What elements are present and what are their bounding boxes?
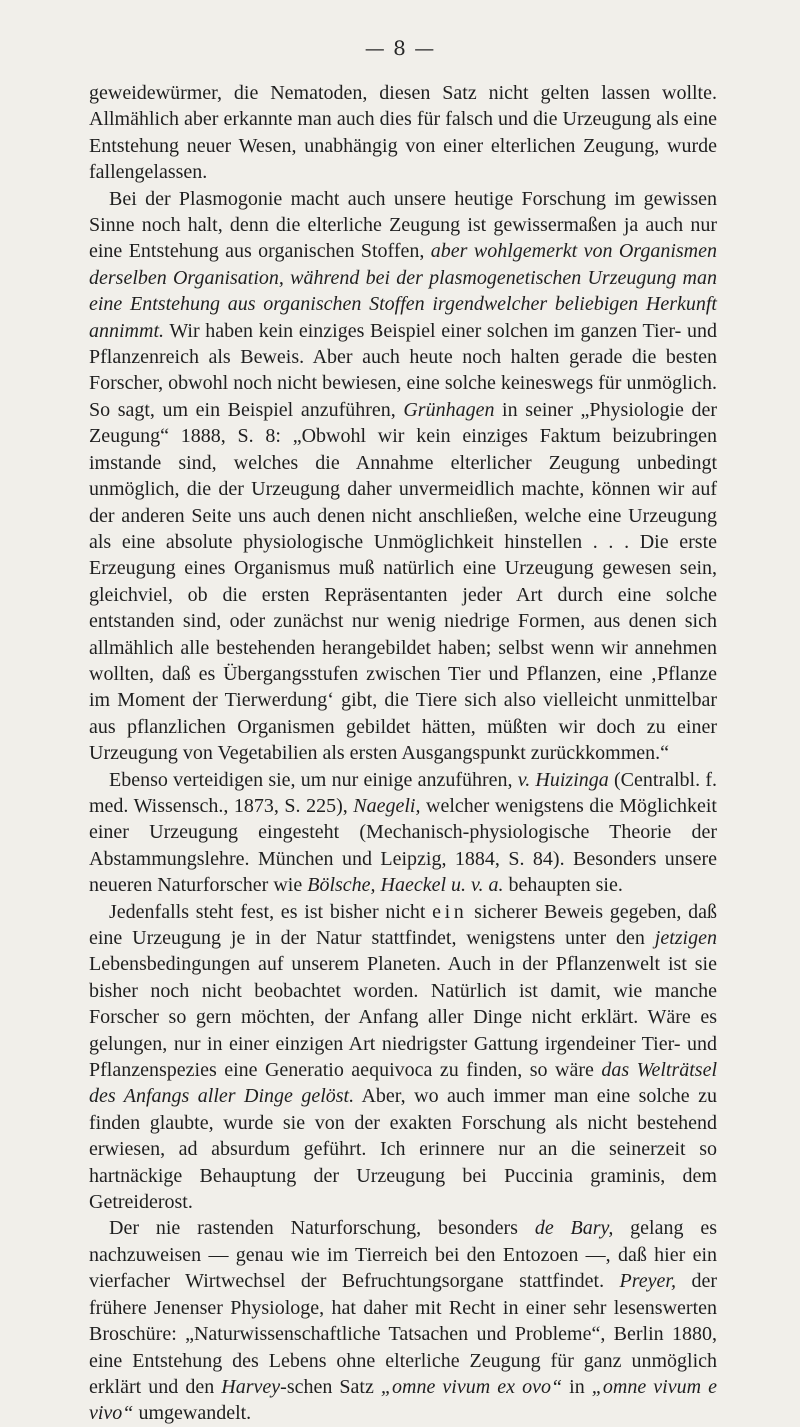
text-run: Jedenfalls steht fest, es ist bisher nicht	[109, 900, 433, 923]
spaced-text: ein	[432, 900, 468, 923]
text-run: Ebenso verteidigen sie, um nur einige anzuführen,	[109, 768, 518, 791]
emphasized-text: „omne vivum ex ovo“	[380, 1375, 563, 1398]
text-run: gelang es nachzuweisen — genau wie im Tierreich bei den Entozoen —, daß hier ein vierfacher Wirtwechsel der Befruchtungsorgane stattfindet.	[89, 1217, 718, 1293]
emphasized-text: „omne vivum e vivo“	[89, 1375, 717, 1425]
paragraph-2	[89, 186, 717, 767]
text-run: (Centralbl. f. med. Wissensch., 1873, S. 225),	[89, 768, 718, 817]
paragraph-4	[89, 899, 717, 1216]
emphasized-text: Naegeli,	[353, 794, 421, 817]
text-run: sicherer Beweis gegeben, daß eine Urzeugung je in der Natur stattfindet, wenigstens unter den	[89, 900, 717, 949]
text-run: Bei der Plasmogonie macht auch unsere heutige Forschung im gewissen Sinne noch halt, denn die elterliche Zeugung ist gewissermaßen ja auch nur eine Entstehung aus organischen Stoffen,	[89, 187, 717, 263]
emphasized-text: Grünhagen	[403, 398, 495, 421]
emphasized-text: Harvey-	[221, 1375, 287, 1398]
paragraph-3	[89, 767, 717, 899]
emphasized-text: Bölsche, Haeckel u. v. a.	[307, 874, 504, 897]
text-run: Aber, wo auch immer man eine solche zu finden glaubte, wurde sie von der exakten Forschung als nicht bestehend erwiesen, ad absurdum geführt. Ich erinnere nur an die seinerzeit so hartnäckige Behauptung der Urzeugung bei Puccinia graminis, dem Getreiderost.	[89, 1085, 717, 1214]
emphasized-text: jetzigen	[654, 927, 717, 949]
text-run: schen Satz	[286, 1375, 381, 1398]
emphasized-text: de Bary,	[534, 1217, 614, 1240]
text-run: in seiner „Physiologie der Zeugung“ 1888, S. 8: „Obwohl wir kein einziges Faktum beizubringen imstande sind, welches die Annahme elterlicher Zeugung unbedingt unmöglich, die der Urzeugung daher unvermeidlich machte, können wir auf der anderen Seite uns auch denen nicht anschließen, welche eine Urzeugung als eine absolute physiologische Unmöglichkeit hinstellen . . . Die erste Erzeugung eines Organismus muß natürlich eine Urzeugung gewesen sein, gleichviel, ob die ersten Repräsentanten jeder Art durch eine solche entstanden sind, oder zunächst nur wenig niedrige Formen, aus denen sich allmählich alle bestehenden herangebildet haben; selbst wenn wir annehmen wollten, daß es Übergangsstufen zwischen Tier und Pflanzen, eine ‚Pflanze im Moment der Tierwerdung‘ gibt, die Tiere sich also vielleicht unmittelbar aus pflanzlichen Organismen gebildet hätten, müßten wir doch zu einer Urzeugung von Vegetabilien als ersten Ausgangspunkt zurückkommen.“	[89, 398, 717, 765]
text-run: geweidewürmer, die Nematoden, diesen Satz nicht gelten lassen wollte. Allmählich aber erkannte man auch dies für falsch und die Urzeugung als eine Entstehung neuer Wesen, unabhängig von einer elterlichen Zeugung, wurde fallengelassen.	[89, 82, 717, 184]
text-run: Wir haben kein einziges Beispiel einer solchen im ganzen Tier- und Pflanzenreich als Beweis. Aber auch heute noch halten gerade die besten Forscher, obwohl noch nicht bewiesen, eine solche keineswegs für unmöglich. So sagt, um ein Beispiel anzuführen,	[89, 319, 717, 421]
text-run: behaupten sie.	[503, 874, 623, 897]
text-run: umgewandelt.	[133, 1402, 252, 1425]
emphasized-text: das Welträtsel des Anfangs aller Dinge gelöst.	[89, 1059, 718, 1108]
text-run: Der nie rastenden Naturforschung, besonders	[109, 1217, 535, 1240]
page-number: — 8 —	[364, 36, 436, 60]
paragraph-1	[89, 80, 717, 186]
text-run: welcher wenigstens die Möglichkeit einer Urzeugung eingesteht (Mechanisch-physiologische Theorie der Abstammungslehre. München und Leipzig, 1884, S. 84). Besonders unsere neueren Naturforscher wie	[89, 794, 717, 897]
text-run: Lebensbedingungen auf unserem Planeten. Auch in der Pflanzenwelt ist sie bisher noch nicht beobachtet worden. Natürlich ist damit, wie manche Forscher so gern möchten, der Anfang aller Dinge nicht erklärt. Wäre es gelungen, nur in einer einzigen Art niedrigster Gattung irgendeiner Tier- und Pflanzenspezies eine Generatio aequivoca zu finden, so wäre	[89, 953, 717, 1082]
emphasized-text: Preyer,	[619, 1270, 676, 1293]
text-run: der frühere Jenenser Physiologe, hat daher mit Recht in einer sehr lesenswerten Broschüre: „Naturwissenschaftliche Tatsachen und Probleme“, Berlin 1880, eine Entstehung des Lebens ohne elterliche Zeugung für ganz unmöglich erklärt und den	[89, 1270, 717, 1398]
emphasized-text: v. Huizinga	[517, 768, 609, 791]
emphasized-text: aber wohlgemerkt von Organismen derselben Organisation, während bei der plasmogenetischen Urzeugung man eine Entstehung aus organischen Stoffen irgendwelcher beliebigen Herkunft annimmt.	[89, 240, 717, 342]
paragraph-5	[89, 1215, 717, 1426]
body-text	[89, 80, 717, 1427]
text-run: in	[562, 1375, 592, 1398]
